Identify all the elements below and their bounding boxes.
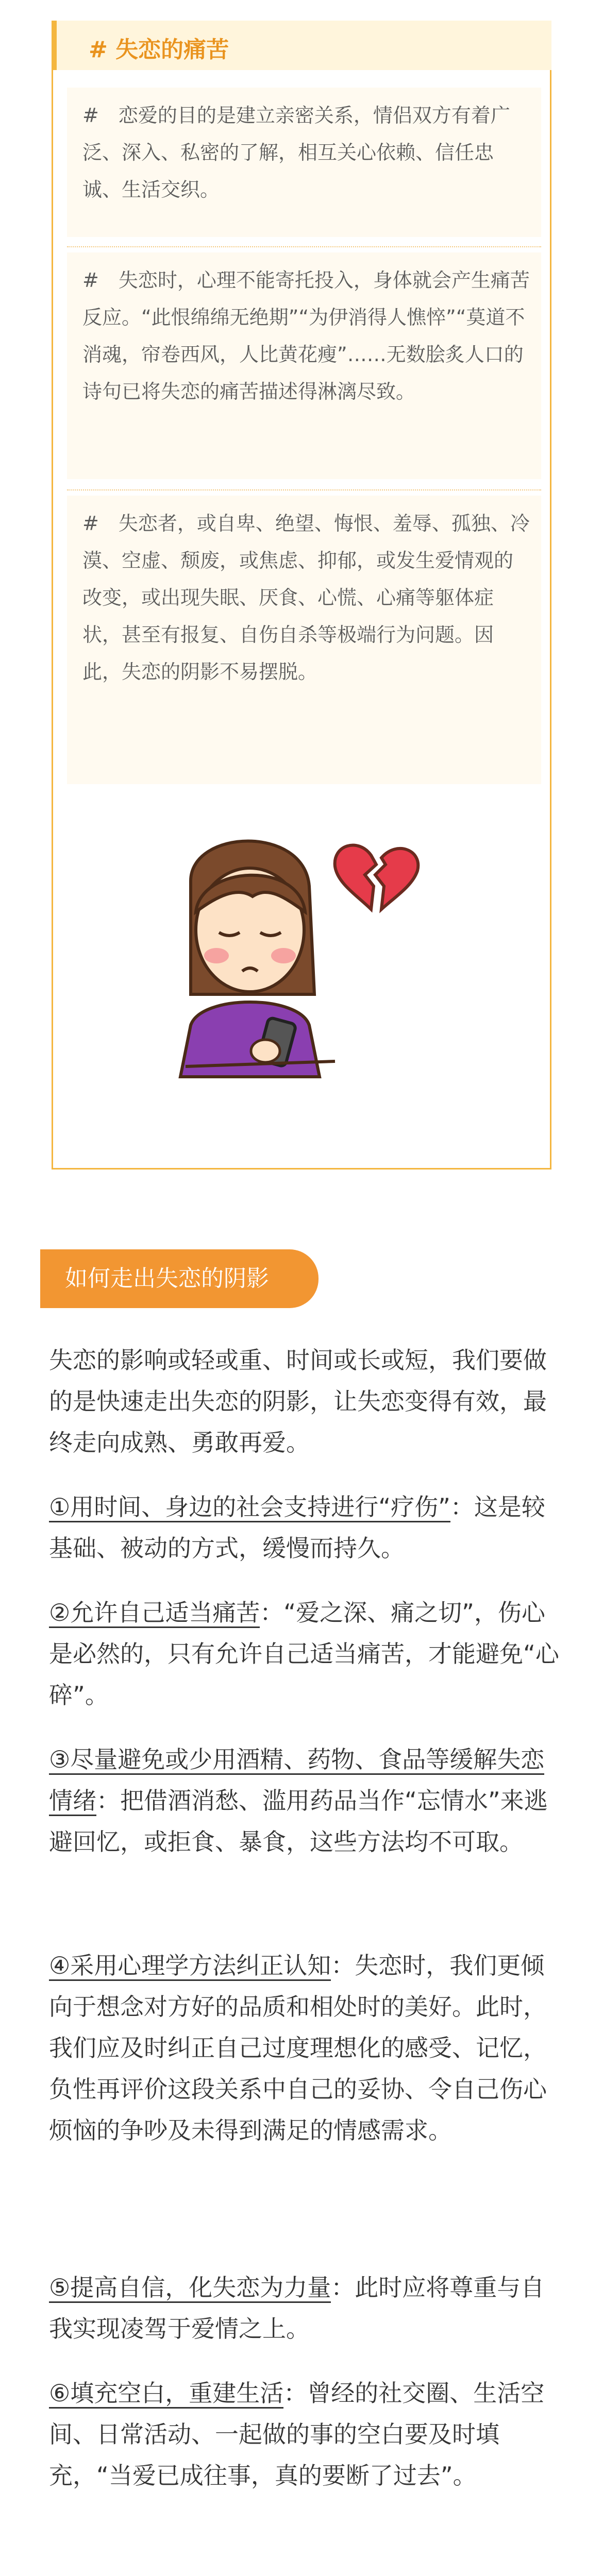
divider: [67, 246, 541, 247]
tip-2: [49, 1592, 559, 1716]
divider: [67, 489, 541, 490]
card-paragraph-1: # 恋爱的目的是建立亲密关系，情侣双方有着广泛、深入、私密的了解，相互关心依赖、信任忠诚、生活交织。: [67, 88, 541, 237]
card-paragraph-3: # 失恋者，或自卑、绝望、悔恨、羞辱、孤独、冷漠、空虚、颓废，或焦虑、抑郁，或发生爱情观的改变，或出现失眠、厌食、心慌、心痛等躯体症状，甚至有报复、自伤自杀等极端行为问题。因此，失恋的阴影不易摆脱。: [67, 496, 541, 784]
tip-3-lead: ③尽量避免或少用酒精、药物、食品等缓解失恋情绪: [49, 1745, 544, 1816]
tip-3-text: ：把借酒消愁、滥用药品当作“忘情水”来逃避回忆，或拒食、暴食，这些方法均不可取。: [49, 1787, 548, 1856]
sad-girl-illustration: [155, 809, 423, 1097]
card-header: [52, 21, 551, 70]
tip-1-text: ：这是较基础、被动的方式，缓慢而持久。: [49, 1493, 545, 1562]
tip-1: [49, 1486, 559, 1569]
broken-heart-icon: [335, 845, 418, 909]
tip-1-lead: ①用时间、身边的社会支持进行“疗伤”: [49, 1493, 450, 1522]
intro-paragraph: 失恋的影响或轻或重、时间或长或短，我们要做的是快速走出失恋的阴影，让失恋变得有效，最终走向成熟、勇敢再爱。: [49, 1346, 547, 1456]
section-badge: 如何走出失恋的阴影: [40, 1249, 319, 1308]
new-life-door-illustration: [119, 2548, 479, 2576]
tip-5-lead: ⑤提高自信，化失恋为力量: [49, 2274, 331, 2303]
tip-6: [49, 2372, 559, 2496]
tip-4: [49, 1945, 559, 2151]
tip-2-text: ：“爱之深、痛之切”，伤心是必然的，只有允许自己适当痛苦，才能避免“心碎”。: [49, 1599, 559, 1709]
tip-4-lead: ④采用心理学方法纠正认知: [49, 1952, 331, 1981]
tip-4-text: ：失恋时，我们更倾向于想念对方好的品质和相处时的美好。此时，我们应及时纠正自己过度理想化的感受、记忆，负性再评价这段关系中自己的妥协、令自己伤心烦恼的争吵及未得到满足的情感需求。: [49, 1952, 547, 2144]
tip-2-lead: ②允许自己适当痛苦: [49, 1599, 260, 1628]
card-paragraph-2: # 失恋时，心理不能寄托投入，身体就会产生痛苦反应。“此恨绵绵无绝期”“为伊消得人憔悴”“莫道不消魂，帘卷西风，人比黄花瘦”……无数脍炙人口的诗句已将失恋的痛苦描述得淋漓尽致。: [67, 252, 541, 479]
tip-5-text: ：此时应将尊重与自我实现凌驾于爱情之上。: [49, 2274, 545, 2343]
card-title: # 失恋的痛苦: [89, 37, 229, 63]
tip-6-lead: ⑥填充空白，重建生活: [49, 2379, 283, 2409]
tip-5: [49, 2267, 559, 2349]
tip-6-text: ：曾经的社交圈、生活空间、日常活动、一起做的事的空白要及时填充，“当爱已成往事，真的要断了过去”。: [49, 2379, 545, 2489]
tip-3: [49, 1739, 559, 1862]
